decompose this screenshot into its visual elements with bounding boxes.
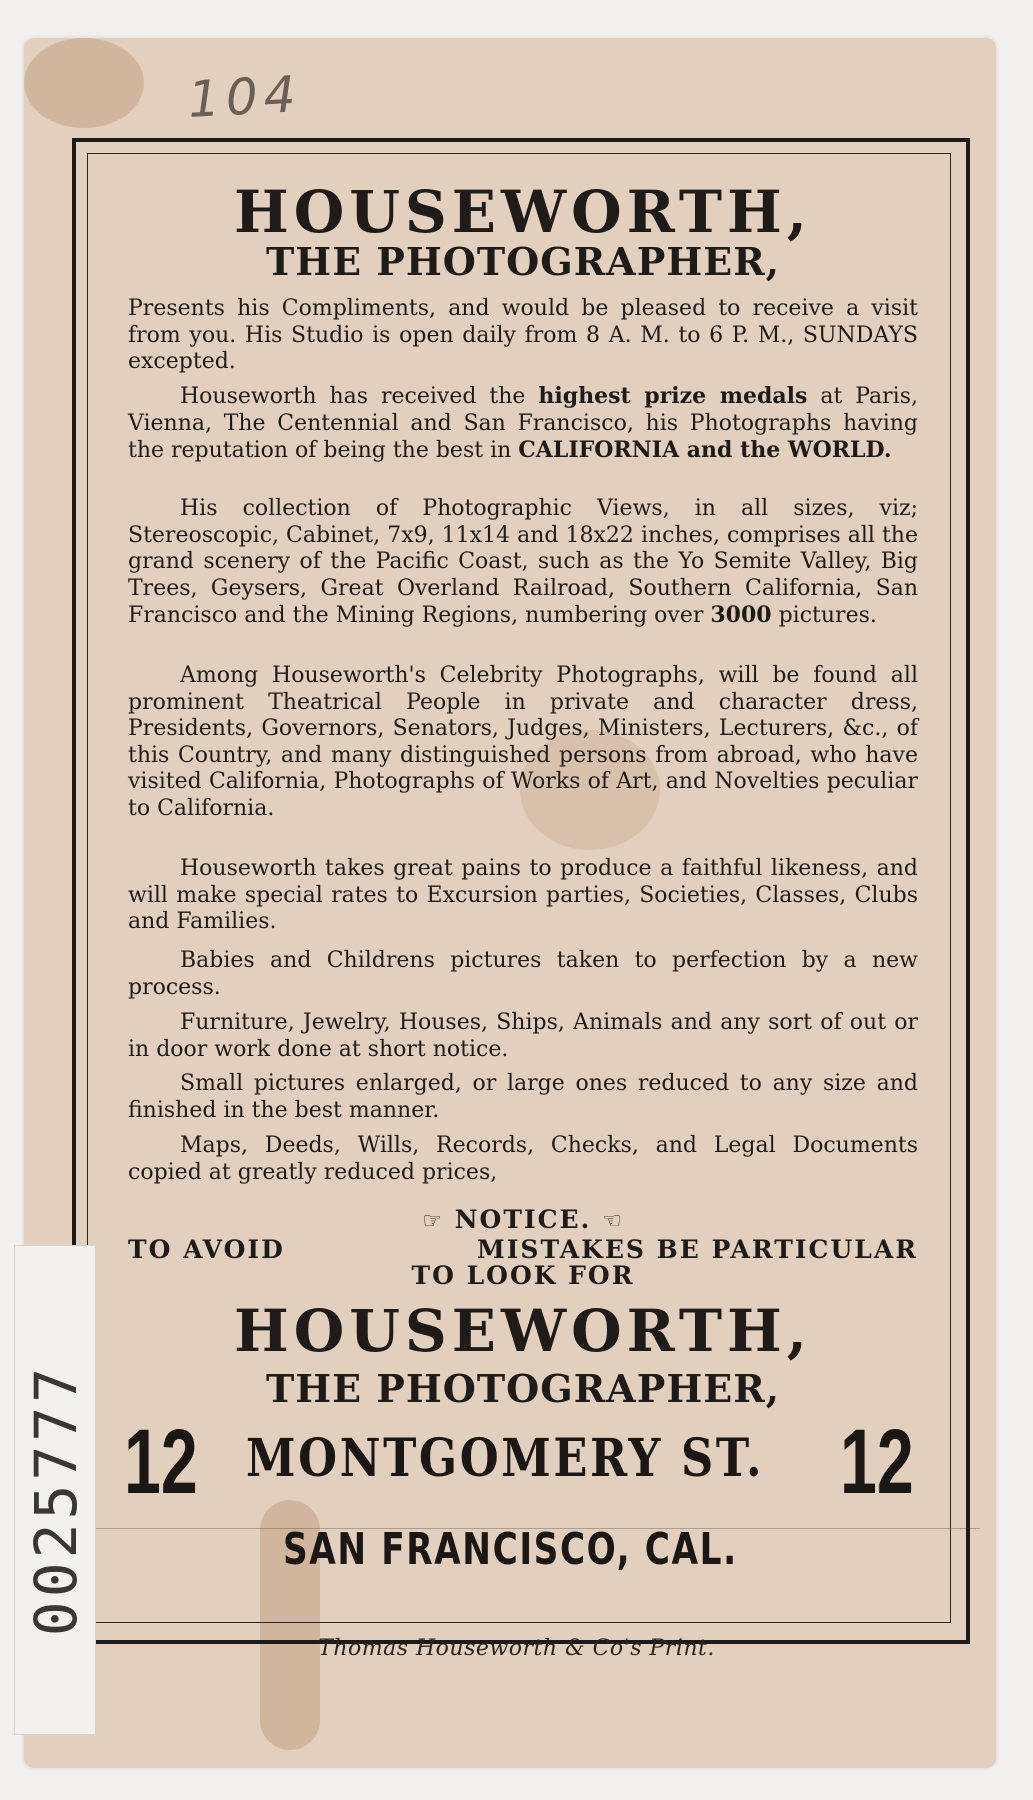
- paragraph-documents: [128, 1133, 918, 1186]
- paragraph-text: Houseworth takes great pains to produce a faithful likeness, and will make special rates to Excursion parties, Societies, Classes, Clubs and Families.: [128, 856, 918, 934]
- stain: [24, 38, 144, 128]
- pointing-hand-left-icon: ☜: [602, 1209, 624, 1234]
- notice-heading: [128, 1206, 918, 1235]
- paragraph-text: His collection of Photographic Views, in all sizes, viz; Stereoscopic, Cabinet, 7x9, 11x14 and 18x22 inches, comprises all the grand scenery of the Pacific Coast, such as the Yo Semite Valley, Big Trees, Geysers, Great Overland Railroad, Southern California, San Francisco and the Mining Regions, numbering over: [128, 496, 918, 628]
- paragraph-text: Furniture, Jewelry, Houses, Ships, Animals and any sort of out or in door work done at short notice.: [128, 1010, 918, 1062]
- paragraph-enlargements: [128, 1071, 918, 1124]
- paragraph-babies: [128, 948, 918, 1001]
- emphasis-count: 3000: [710, 602, 772, 628]
- paragraph-text: Small pictures enlarged, or large ones reduced to any size and finished in the best manner.: [128, 1071, 918, 1123]
- paragraph-text: Houseworth has received the: [180, 384, 539, 409]
- pointing-hand-right-icon: ☞: [422, 1209, 444, 1234]
- catalog-number: 0025777: [22, 1363, 90, 1637]
- paragraph-text: Among Houseworth's Celebrity Photographs, will be found all prominent Theatrical People in private and character dress, Presidents, Governors, Senators, Judges, Ministers, Lecturers, &c., of this Country, and many distinguished persons from abroad, who have visited California, Photographs of Works of Art, and Novelties peculiar to California.: [128, 663, 918, 821]
- paragraph-text: Maps, Deeds, Wills, Records, Checks, and Legal Documents copied at greatly reduced prices,: [128, 1133, 918, 1185]
- notice-line-1: [128, 1236, 918, 1263]
- footer-name: HOUSEWORTH,: [234, 1297, 812, 1365]
- footer-title: THE PHOTOGRAPHER,: [265, 1366, 781, 1411]
- printer-credit: Thomas Houseworth & Co's Print.: [318, 1636, 715, 1661]
- street-number-right: 12: [840, 1411, 914, 1513]
- handwritten-number: 104: [186, 65, 303, 129]
- headline-title: THE PHOTOGRAPHER,: [265, 239, 781, 284]
- paragraph-medals: [128, 383, 918, 465]
- street-name: MONTGOMERY ST.: [246, 1428, 765, 1489]
- paragraph-furniture: [128, 1010, 918, 1063]
- paragraph-likeness: [128, 856, 918, 936]
- notice-line-right: MISTAKES BE PARTICULAR: [477, 1235, 918, 1264]
- paragraph-text: at Paris, Vienna, The Centennial and San Francisco, his Photographs having the reputation of being the best in: [128, 384, 918, 463]
- paragraph-views: [128, 496, 918, 630]
- notice-line-2: TO LOOK FOR: [411, 1261, 635, 1290]
- headline-name: HOUSEWORTH,: [234, 178, 812, 246]
- emphasis-medals: highest prize medals: [538, 383, 808, 409]
- paragraph-compliments: [128, 296, 918, 376]
- paragraph-text: pictures.: [771, 603, 877, 628]
- paragraph-celebrities: [128, 663, 918, 822]
- emphasis-world: CALIFORNIA and the WORLD.: [518, 437, 892, 463]
- notice-line-left: TO AVOID: [128, 1235, 285, 1264]
- notice-label: NOTICE.: [454, 1205, 592, 1234]
- paragraph-text: Babies and Childrens pictures taken to perfection by a new process.: [128, 948, 918, 1000]
- street-number-left: 12: [124, 1411, 198, 1513]
- city-name: SAN FRANCISCO, CAL.: [283, 1524, 738, 1575]
- paragraph-text: Presents his Compliments, and would be pleased to receive a visit from you. His Studio is open daily from 8 A. M. to 6 P. M., SUNDAYS excepted.: [128, 296, 918, 374]
